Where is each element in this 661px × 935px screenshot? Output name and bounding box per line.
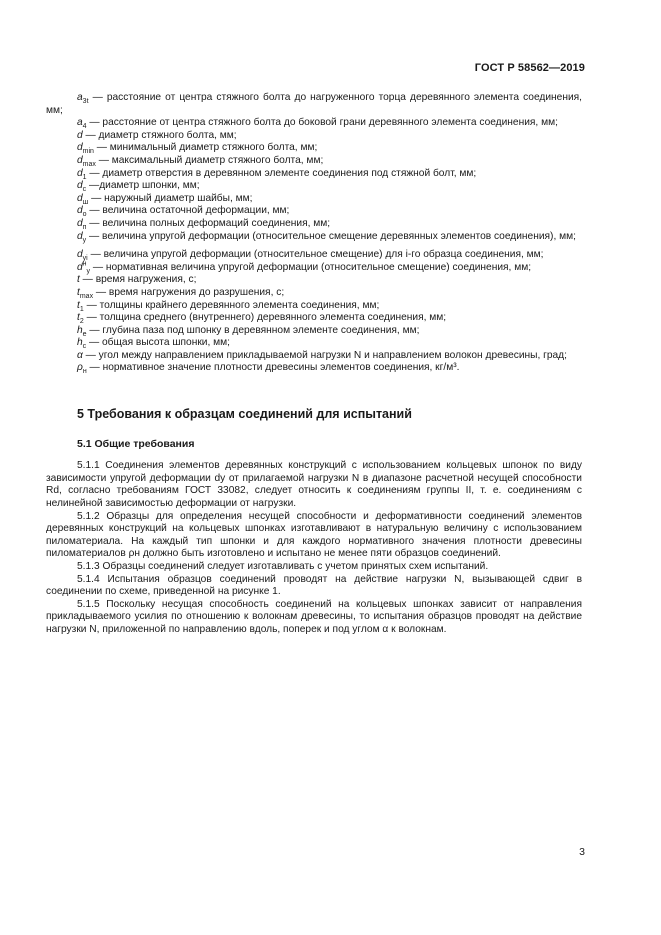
definition-subscript: 4	[82, 123, 87, 131]
definition-subscript: yi	[82, 255, 88, 263]
definition-text: — общая высота шпонки, мм;	[86, 337, 230, 349]
definition-item	[46, 92, 582, 117]
definition-symbol: t	[77, 299, 80, 311]
definition-item	[46, 180, 582, 193]
definition-item	[46, 249, 582, 262]
definition-item	[46, 350, 582, 363]
definition-text: — толщина среднего (внутреннего) деревянного элемента соединения, мм;	[83, 312, 447, 324]
definition-text: — глубина паза под шпонку в деревянном элементе соединения, мм;	[86, 324, 420, 336]
definition-item	[46, 117, 582, 130]
definition-text: — диаметр отверстия в деревянном элементе соединения под стяжной болт, мм;	[86, 167, 477, 179]
definition-symbol: h	[77, 324, 83, 336]
definition-subscript: у	[82, 236, 87, 244]
definition-symbol: d	[77, 230, 83, 242]
definition-subscript: о	[82, 211, 87, 219]
definition-symbol: d	[77, 180, 83, 192]
definition-subscript: e	[82, 330, 87, 338]
definition-item	[46, 337, 582, 350]
paragraph-5-1-1: 5.1.1 Соединения элементов деревянных конструкций с использованием кольцевых шпонок по виду зависимости упругой деформации dу от прилагаемой нагрузки N в диапазоне расчетной несущей способности Rd, согласно требованиям ГОСТ 33082, следует относить к соединениям группы II, т. е. соединениям с нелинейной зависимостью деформации от нагрузки.	[46, 460, 582, 510]
definition-text: — расстояние от центра стяжного болта до нагруженного торца деревянного элемента соединения, мм;	[46, 92, 582, 116]
definition-text: — диаметр стяжного болта, мм;	[82, 129, 237, 141]
definition-item	[46, 155, 582, 168]
definition-superscript: н	[82, 260, 87, 268]
definition-text: — наружный диаметр шайбы, мм;	[88, 192, 253, 204]
definition-item	[46, 312, 582, 325]
definition-subscript: с	[82, 343, 87, 351]
definition-symbol: t	[77, 274, 80, 286]
definition-text: —диаметр шпонки, мм;	[86, 180, 200, 192]
definition-text: — величина упругой деформации (относительное смещение деревянных элементов соединения), мм;	[86, 230, 576, 242]
definition-subscript: 1	[82, 173, 87, 181]
definition-symbol: a	[77, 92, 83, 103]
definition-subscript: min	[82, 148, 94, 156]
definition-symbol: t	[77, 286, 80, 298]
definition-text: — время нагружения, с;	[79, 274, 197, 286]
paragraph-5-1-2: 5.1.2 Образцы для определения несущей способности и деформативности соединений элементов деревянных конструкций на кольцевых шпонках изготавливают в натуральную величину с использованием пиломатериала. На каждый тип шпонки и для каждого нормативного значения плотности древесины пиломатериалов ρн должно быть изготовлено и испытано не менее пяти образцов соединений.	[46, 510, 582, 560]
definition-symbol: d	[77, 205, 83, 217]
paragraph-5-1-5: 5.1.5 Поскольку несущая способность соединений на кольцевых шпонках зависит от направления прикладываемого усилия по отношению к волокнам древесины, то испытания образцов проводят на действие нагрузки N, приложенной по направлению вдоль, поперек и под углом α к волокнам.	[46, 598, 582, 635]
definitions-list	[46, 92, 582, 375]
definition-symbol: d	[77, 249, 83, 261]
subsection-title: 5.1 Общие требования	[77, 437, 195, 450]
definition-item	[46, 205, 582, 218]
definition-item	[46, 274, 582, 287]
definition-text: — величина полных деформаций соединения, мм;	[86, 217, 331, 229]
definition-symbol: d	[77, 217, 83, 229]
definition-item	[46, 300, 582, 313]
definition-symbol: d	[77, 154, 83, 166]
definition-item	[46, 142, 582, 155]
definition-symbol: t	[77, 312, 80, 324]
definition-symbol: α	[77, 349, 83, 361]
definition-symbol: a	[77, 117, 83, 129]
definition-text: — минимальный диаметр стяжного болта, мм;	[93, 142, 318, 154]
definition-subscript: 1	[79, 305, 84, 313]
definition-subscript: 3t	[82, 98, 89, 106]
definition-subscript: с	[82, 186, 87, 194]
definition-item	[46, 325, 582, 338]
definition-item	[46, 130, 582, 143]
definition-item	[46, 193, 582, 206]
definition-subscript: max	[82, 161, 96, 168]
definition-subscript: у	[86, 267, 91, 275]
definition-subscript: п	[82, 223, 87, 231]
definition-item	[46, 362, 582, 375]
definition-item	[46, 231, 582, 244]
definition-symbol: d	[77, 261, 83, 273]
definition-subscript: ш	[82, 198, 89, 206]
definition-text: — величина остаточной деформации, мм;	[86, 205, 290, 217]
definition-symbol: d	[77, 142, 83, 154]
definition-item	[46, 168, 582, 181]
paragraph-5-1-4: 5.1.4 Испытания образцов соединений проводят на действие нагрузки N, вызывающей сдвиг в соединении по схеме, приведенной на рисунке 1.	[46, 573, 582, 598]
page-content	[46, 92, 582, 637]
definition-symbol: h	[77, 337, 83, 349]
definition-subscript: н	[82, 368, 87, 376]
definition-subscript: 2	[79, 318, 84, 326]
definition-subscript: max	[79, 292, 94, 300]
document-code: ГОСТ Р 58562—2019	[474, 62, 585, 74]
definition-item	[46, 262, 582, 275]
definition-text: — расстояние от центра стяжного болта до боковой грани деревянного элемента соединения, мм;	[86, 117, 558, 129]
definition-text: — время нагружения до разрушения, с;	[93, 286, 285, 298]
definition-text: — нормативная величина упругой деформации (относительное смещение) соединения, мм;	[90, 261, 532, 273]
definition-symbol: ρ	[77, 362, 83, 374]
paragraph-5-1-3: 5.1.3 Образцы соединений следует изготавливать с учетом принятых схем испытаний.	[77, 561, 489, 572]
definition-item	[46, 287, 582, 300]
definition-text: — максимальный диаметр стяжного болта, мм;	[95, 154, 324, 166]
definition-symbol: d	[77, 129, 83, 141]
definition-symbol: d	[77, 192, 83, 204]
definition-text: — угол между направлением прикладываемой нагрузки N и направлением волокон древесины, град;	[82, 349, 567, 361]
section-title: 5 Требования к образцам соединений для испытаний	[77, 407, 412, 422]
definition-text: — толщины крайнего деревянного элемента соединения, мм;	[83, 299, 380, 311]
definition-symbol: d	[77, 167, 83, 179]
definition-text: — нормативное значение плотности древесины элементов соединения, кг/м³.	[86, 362, 460, 374]
page-number: 3	[579, 846, 585, 858]
definition-text: — величина упругой деформации (относительное смещение) для i-го образца соединения, мм;	[87, 249, 544, 261]
definition-item	[46, 218, 582, 231]
